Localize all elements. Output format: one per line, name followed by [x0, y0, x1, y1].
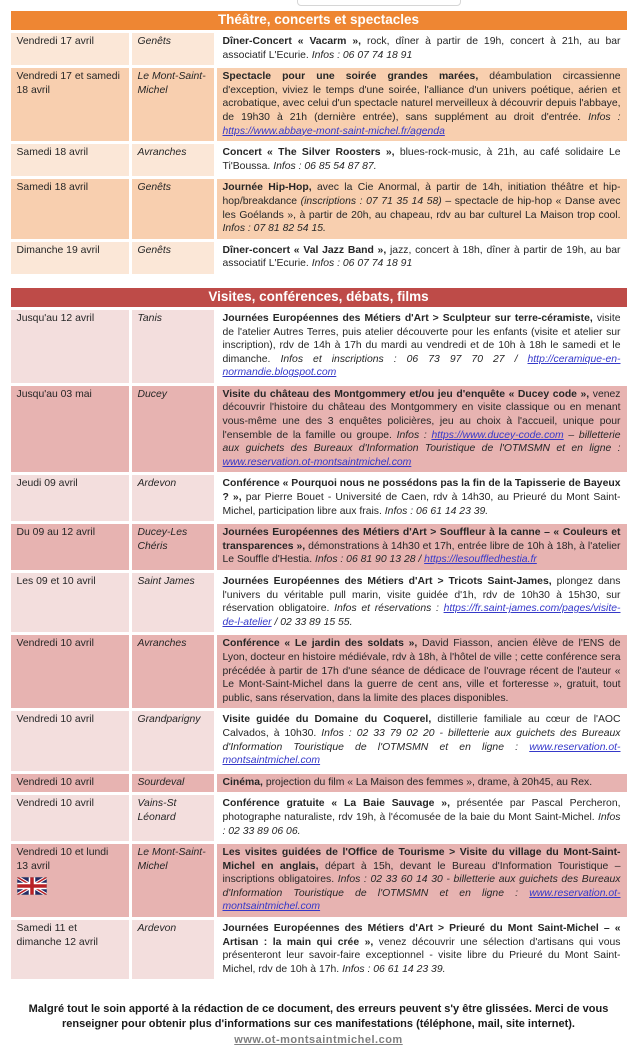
events-table	[8, 285, 630, 983]
event-link[interactable]: www.reservation.ot-montsaintmichel.com	[222, 456, 412, 468]
event-date: Jusqu'au 12 avril	[16, 312, 95, 324]
table-section-title: Théâtre, concerts et spectacles	[11, 11, 627, 30]
event-date: Vendredi 17 avril	[16, 36, 94, 47]
event-date-cell	[11, 844, 129, 917]
cutoff-textbox-remnant	[297, 0, 461, 6]
desc-segment: Dîner-concert « Val Jazz Band »,	[222, 244, 390, 256]
desc-segment: Infos : 02 33 89 06 06.	[222, 811, 621, 837]
desc-segment: – spectacle de hip-hop « Danse avec les Goélands », à partir de 20h, au chapeau, rdv au bar culturel La Maison trop cool.	[222, 195, 621, 221]
event-location-cell: Avranches	[132, 635, 214, 708]
desc-segment: Journées Européennes des Métiers d'Art > Sculpteur sur terre-céramiste,	[222, 312, 597, 324]
event-description-cell	[217, 33, 627, 65]
desc-segment: Infos : 06 61 14 23 39.	[342, 963, 446, 975]
desc-segment: Spectacle pour une soirée grandes marées,	[222, 71, 490, 83]
event-date-cell	[11, 711, 129, 770]
event-location-cell: Avranches	[132, 144, 214, 176]
table-section-title: Visites, conférences, débats, films	[11, 288, 627, 307]
event-description-cell	[217, 144, 627, 176]
desc-segment: Journée Hip-Hop,	[222, 182, 317, 194]
event-link[interactable]: https://fr.saint-james.com/pages/visite-de-l-atelier	[222, 603, 621, 628]
desc-segment: déambulation circassienne d'exception, viviez le temps d'une soirée, l'alliance d'un univers poétique, aérien et acrobatique, avec celui d'un spectacle naturel merveilleux à découvrir depuis l'abbaye, de 19h30 à 21h (dernière entrée), sans supplément au droit d'entrée.	[222, 71, 621, 123]
event-date: Samedi 11 et dimanche 12 avril	[16, 923, 98, 948]
event-location-cell: Genêts	[132, 242, 214, 274]
footer-notice	[19, 1002, 619, 1048]
event-description-cell	[217, 475, 627, 521]
desc-segment: blues-rock-music, à 21h, au café solidaire Le Ti'Boussa.	[222, 147, 621, 172]
desc-segment: Visite guidée du Domaine du Coquerel,	[222, 714, 438, 726]
event-description-cell	[217, 179, 627, 238]
event-date: Du 09 au 12 avril	[16, 527, 96, 539]
event-date: Dimanche 19 avril	[16, 244, 100, 256]
event-date-cell	[11, 795, 129, 841]
table-row	[11, 844, 627, 917]
events-table	[8, 8, 630, 277]
event-description-cell	[217, 68, 627, 141]
event-date: Vendredi 10 et lundi 13 avril	[16, 847, 109, 872]
footer-notice-text: Malgré tout le soin apporté à la rédaction de ce document, des erreurs peuvent s'y être glissées. Merci de vous renseigner pour obtenir plus d'informations sur ces manifestations (téléphone, mail, site internet).	[28, 1003, 609, 1030]
event-location-cell: Tanis	[132, 310, 214, 383]
desc-segment: Infos : 02 33 79 02 20 - billetterie aux guichets des Bureaux d'Information Touristique de l'OTMSMN et en ligne :	[222, 727, 621, 753]
event-date-cell	[11, 524, 129, 570]
uk-flag-icon	[17, 877, 47, 895]
desc-segment: Infos : 06 61 14 23 39.	[384, 505, 489, 517]
event-date: Jeudi 09 avril	[16, 478, 78, 490]
desc-segment: Conférence « Pourquoi nous ne possédons pas la fin de la Tapisserie de Bayeux ? »,	[222, 478, 621, 504]
event-date: Les 09 et 10 avril	[16, 576, 96, 587]
desc-segment: venez découvrir une sélection d'artisans qui vous présenteront leur savoir-faire exceptionnel - visite libre du Prieuré du Mont Saint-Michel, rdv de 10h à 17h.	[222, 936, 621, 975]
desc-segment: Infos et inscriptions : 06 73 97 70 27 /	[280, 353, 528, 365]
event-tables	[0, 8, 637, 982]
event-description-cell	[217, 310, 627, 383]
desc-segment: visite de l'atelier Autres Terres, puis atelier découverte pour les enfants (visite et atelier sur inscription), rdv de 14h à 17h du mardi au vendredi et de 10h à 18h le samedi et le dimanche.	[222, 312, 621, 365]
desc-segment: rock, dîner à partir de 19h, concert à 21h, au bar associatif L'Ecurie.	[222, 36, 621, 61]
event-date-cell	[11, 386, 129, 473]
event-date-cell	[11, 68, 129, 141]
event-description-cell	[217, 386, 627, 473]
table-row	[11, 310, 627, 383]
desc-segment: par Pierre Bouet - Université de Caen, rdv à 14h30, au Prieuré du Mont Saint-Michel, participation libre aux frais.	[222, 492, 621, 517]
desc-segment: – billetterie aux guichets des Bureaux d'Information Touristique de l'OTMSMN et en ligne :	[222, 429, 621, 455]
desc-segment: projection du film « La Maison des femmes », drame, à 20h45, au Rex.	[265, 776, 593, 788]
table-row	[11, 774, 627, 793]
event-date-cell	[11, 573, 129, 632]
desc-segment: avec la Cie Anormal, à partir de 14h, initiation théâtre et hip-hop/breakdance	[222, 182, 621, 207]
event-date-cell	[11, 310, 129, 383]
event-date-cell	[11, 179, 129, 238]
event-location-cell: Vains-St Léonard	[132, 795, 214, 841]
desc-segment: Concert « The Silver Roosters »,	[222, 147, 400, 159]
event-link[interactable]: www.reservation.ot-montsaintmichel.com	[222, 887, 621, 913]
footer-website-link[interactable]: www.ot-montsaintmichel.com	[234, 1034, 403, 1047]
desc-segment: Journées Européennes des Métiers d'Art > Prieuré du Mont Saint-Michel – « Artisan : la main qui crée »,	[222, 923, 621, 948]
table-row	[11, 635, 627, 708]
desc-segment: plongez dans l'univers du véritable pull marin, visite guidée d'1h, rdv de 10h30 à 15h30, sur réservation obligatoire.	[222, 576, 621, 615]
event-date-cell	[11, 920, 129, 979]
desc-segment: présentée par Pascal Percheron, photographe naturaliste, rdv 19h, à l'écomusée de la baie du Mont Saint-Michel.	[222, 798, 621, 823]
event-description-cell	[217, 242, 627, 274]
desc-segment: Infos :	[588, 111, 621, 123]
desc-segment: Dîner-Concert « Vacarm »,	[222, 36, 367, 47]
event-location-cell: Le Mont-Saint-Michel	[132, 68, 214, 141]
desc-segment: Conférence « Le jardin des soldats »,	[222, 638, 422, 650]
event-location-cell: Genêts	[132, 33, 214, 65]
event-date: Vendredi 10 avril	[16, 638, 94, 650]
event-description-cell	[217, 844, 627, 917]
event-location-cell: Ardevon	[132, 920, 214, 979]
desc-segment: Infos : 07 81 82 54 15.	[222, 223, 326, 235]
desc-segment: Infos :	[396, 429, 432, 441]
event-description-cell	[217, 920, 627, 979]
table-row	[11, 33, 627, 65]
desc-segment: / 02 33 89 15 55.	[271, 616, 353, 628]
table-row	[11, 711, 627, 770]
desc-segment: Cinéma,	[222, 776, 266, 788]
desc-segment: venez découvrir l'histoire du château des Montgommery en visite classique ou en menant vous-même une des 3 enquêtes policières, jeu au choix à l'accueil, unique pour l'ensemble de la famille ou groupe.	[222, 388, 621, 441]
event-location-cell: Sourdeval	[132, 774, 214, 793]
desc-segment: David Fiasson, ancien élève de l'ENS de Lyon, docteur en histoire médiévale, rdv à 18h, à l'hôtel de ville ; cette conférence sera précédée à partir de 17h d'une séance de dédicace de l'ouvrage récent de l'auteur « Le Mont-Saint-Michel dans la guerre de cent ans, ville et forteresse », gratuit, tout public, sans réservation, dans la limite des places disponibles.	[222, 638, 621, 704]
table-row	[11, 242, 627, 274]
event-description-cell	[217, 795, 627, 841]
desc-segment: démonstrations à 14h30 et 17h, entrée libre de 10h à 18h, à l'atelier Le Souffle d'Hestia.	[222, 540, 621, 566]
table-row	[11, 179, 627, 238]
event-link[interactable]: www.reservation.ot-montsaintmichel.com	[222, 741, 621, 767]
event-date: Samedi 18 avril	[16, 182, 89, 194]
event-link[interactable]: https://lesouffledhestia.fr	[424, 554, 537, 566]
table-row	[11, 386, 627, 473]
event-location-cell: Saint James	[132, 573, 214, 632]
event-date: Samedi 18 avril	[16, 147, 89, 159]
event-location-cell: Ardevon	[132, 475, 214, 521]
event-location-cell: Ducey	[132, 386, 214, 473]
event-location-cell: Le Mont-Saint-Michel	[132, 844, 214, 917]
table-row	[11, 920, 627, 979]
event-description-cell	[217, 711, 627, 770]
event-description-cell	[217, 774, 627, 793]
event-description-cell	[217, 573, 627, 632]
desc-segment: Infos : 06 85 54 87 87.	[273, 160, 377, 172]
desc-segment: Journées Européennes des Métiers d'Art > Souffleur à la canne – « Couleurs et transparences »,	[222, 527, 621, 552]
desc-segment: départ à 15h, devant le Bureau d'Information Touristique – inscriptions obligatoires.	[222, 860, 621, 886]
event-date-cell	[11, 774, 129, 793]
desc-segment: jazz, concert à 18h, dîner à partir de 19h, au bar associatif L'Ecurie.	[222, 244, 621, 270]
desc-segment: Infos : 06 07 74 18 91	[311, 49, 413, 61]
event-location-cell: Ducey-Les Chéris	[132, 524, 214, 570]
desc-segment: Infos : 06 81 90 13 28 /	[314, 554, 425, 566]
desc-segment: Infos : 02 33 60 14 30 - billetterie aux guichets des Bureaux d'Information Touristique de l'OTMSMN et en ligne :	[222, 874, 621, 899]
desc-segment: distillerie familiale au cœur de l'AOC Calvados, à 10h30.	[222, 714, 621, 739]
table-row	[11, 68, 627, 141]
table-row	[11, 795, 627, 841]
event-link[interactable]: http://ceramique-en-normandie.blogspot.com	[222, 353, 621, 379]
table-row	[11, 524, 627, 570]
event-date-cell	[11, 33, 129, 65]
event-date: Vendredi 10 avril	[16, 714, 94, 726]
event-link[interactable]: https://www.ducey-code.com	[431, 429, 564, 441]
desc-segment: Infos : 06 07 74 18 91	[311, 258, 413, 270]
table-row	[11, 573, 627, 632]
event-date: Jusqu'au 03 mai	[16, 388, 92, 400]
event-link[interactable]: https://www.abbaye-mont-saint-michel.fr/agenda	[222, 125, 445, 137]
event-date: Vendredi 10 avril	[16, 776, 94, 788]
table-row	[11, 475, 627, 521]
desc-segment: Journées Européennes des Métiers d'Art > Tricots Saint-James,	[222, 576, 557, 587]
event-date-cell	[11, 635, 129, 708]
desc-segment: (inscriptions : 07 71 35 14 58)	[300, 195, 442, 207]
event-location-cell: Grandparigny	[132, 711, 214, 770]
desc-segment: Infos et réservations :	[334, 603, 444, 615]
event-description-cell	[217, 635, 627, 708]
event-location-cell: Genêts	[132, 179, 214, 238]
event-date-cell	[11, 144, 129, 176]
event-date-cell	[11, 475, 129, 521]
desc-segment: Visite du château des Montgommery et/ou jeu d'enquête « Ducey code »,	[222, 388, 593, 400]
event-date: Vendredi 17 et samedi 18 avril	[16, 71, 120, 96]
table-row	[11, 144, 627, 176]
desc-segment: Les visites guidées de l'Office de Tourisme > Visite du village du Mont-Saint-Michel en anglais,	[222, 847, 621, 872]
event-date: Vendredi 10 avril	[16, 798, 94, 810]
event-description-cell	[217, 524, 627, 570]
event-date-cell	[11, 242, 129, 274]
desc-segment: Conférence gratuite « La Baie Sauvage »,	[222, 798, 457, 810]
